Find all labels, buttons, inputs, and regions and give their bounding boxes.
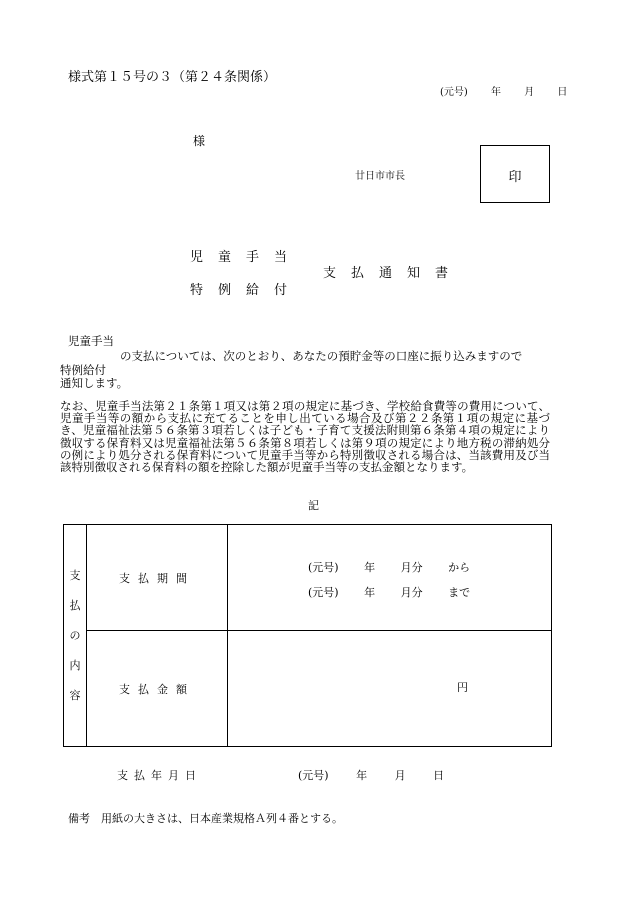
period-to-year: 年 [364,586,376,599]
title-payment-notice: 支払通知書 [323,266,464,281]
payment-date-era: (元号) [298,769,329,782]
payment-date-day: 日 [433,769,445,782]
period-from-year: 年 [364,561,376,574]
p1-special-benefit: 特例給付 [60,363,106,377]
date-month: 月 [524,87,535,98]
period-to-suffix: まで [448,586,471,599]
p1-notify: 通知します。 [60,376,129,390]
payment-date [298,767,444,783]
period-to [308,584,470,600]
seal-box [480,145,550,203]
seal-label: 印 [508,170,522,185]
remarks-note: 備考 用紙の大きさは、日本産業規格Ａ列４番とする。 [68,812,343,825]
period-from [308,559,470,575]
title-child-allowance: 児童手当 [190,250,303,265]
period-to-month: 月分 [400,586,423,599]
period-from-month: 月分 [400,561,423,574]
payment-date-year: 年 [356,769,368,782]
side-char: 内 [69,658,81,672]
side-char: 容 [69,688,81,702]
payment-date-label: 支払年月日 [117,769,202,782]
p1-child-allowance: 児童手当 [68,334,114,348]
paragraph-deduction-notice: なお、児童手当法第２１条第１項又は第２項の規定に基づき、学校給食費等の費用について、児童手当等の額から支払に充てることを申し出ている場合及び第２２条第１項の規定に基づき、児童福祉法第５６条第３項若しくは子ども・子育て支援法附則第６条第４項の規定により徴収する保育料又は児童福祉法第５６条第８項若しくは第９項の規定により地方税の滞納処分の例により処分される保育料について児童手当等から特別徴収される場合は、当該費用及び当該特別徴収される保育料の額を控除した額が児童手当等の支払金額となります。 [60,399,550,475]
period-value-cell [228,525,552,631]
title-special-benefit: 特例給付 [190,283,303,298]
period-from-suffix: から [448,561,471,574]
issuer-name: 廿日市市長 [355,171,405,182]
period-from-era: (元号) [308,561,339,574]
addressee-suffix: 様 [193,134,206,148]
side-char: 支 [69,568,81,582]
period-label: 支払期間 [87,525,228,631]
date-year: 年 [491,87,501,98]
payment-details-table [63,524,552,747]
amount-label: 支払金額 [87,631,228,747]
side-char: の [69,628,81,642]
side-label [64,525,87,747]
payment-date-month: 月 [394,769,406,782]
form-number: 様式第１５号の３（第２４条関係） [68,70,277,85]
amount-unit: 円 [457,681,468,694]
side-char: 払 [69,598,81,612]
ki-heading: 記 [308,499,319,512]
p1-main-text: の支払については、次のとおり、あなたの預貯金等の口座に振り込みますので [120,349,523,363]
issue-date [440,83,567,98]
period-to-era: (元号) [308,586,339,599]
date-era: (元号) [440,87,468,98]
date-day: 日 [557,87,568,98]
amount-value-cell [228,631,552,747]
